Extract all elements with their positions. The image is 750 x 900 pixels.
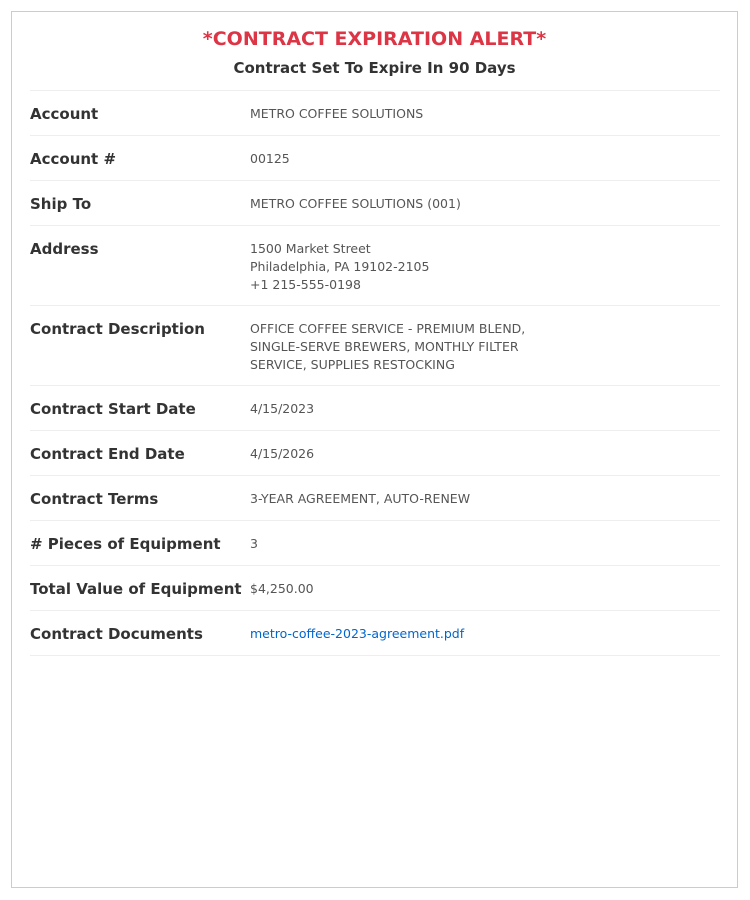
field-value	[250, 194, 461, 214]
field-row	[30, 91, 720, 136]
field-value	[250, 239, 429, 294]
field-label: Ship To	[30, 195, 92, 213]
field-value	[250, 624, 464, 644]
field-value	[250, 319, 525, 374]
field-row	[30, 566, 720, 611]
field-label: Account	[30, 105, 99, 123]
alert-title: *CONTRACT EXPIRATION ALERT*	[202, 28, 547, 50]
field-label: Contract Terms	[30, 490, 159, 508]
field-label: Address	[30, 240, 99, 258]
field-row	[30, 181, 720, 226]
field-row	[30, 386, 720, 431]
contract-document-link[interactable]: metro-coffee-2023-agreement.pdf	[250, 626, 465, 641]
field-row	[30, 521, 720, 566]
field-value	[250, 534, 258, 554]
field-label: # Pieces of Equipment	[30, 535, 221, 553]
field-value	[250, 104, 423, 124]
field-row	[30, 306, 720, 386]
field-value-line: 4/15/2023	[250, 401, 315, 416]
field-label: Account #	[30, 150, 117, 168]
field-value	[250, 444, 314, 464]
field-value-line: 00125	[250, 151, 290, 166]
field-label: Contract End Date	[30, 445, 185, 463]
field-label: Contract Description	[30, 320, 205, 338]
field-value-line: $4,250.00	[250, 581, 314, 596]
field-value-line: +1 215-555-0198	[250, 277, 361, 292]
field-value-line: 3	[250, 536, 258, 551]
field-row	[30, 611, 720, 656]
contract-details	[30, 90, 720, 656]
field-value	[250, 149, 290, 169]
field-value-line: 1500 Market Street	[250, 241, 371, 256]
field-value-line: 3-YEAR AGREEMENT, AUTO-RENEW	[250, 491, 471, 506]
field-value	[250, 579, 314, 599]
alert-card	[11, 11, 738, 888]
field-row	[30, 226, 720, 306]
field-value-line: METRO COFFEE SOLUTIONS	[250, 106, 424, 121]
field-label: Total Value of Equipment	[30, 580, 242, 598]
alert-subtitle: Contract Set To Expire In 90 Days	[233, 59, 516, 77]
field-row	[30, 476, 720, 521]
field-value-line: OFFICE COFFEE SERVICE - PREMIUM BLEND,	[250, 321, 526, 336]
field-value-line: 4/15/2026	[250, 446, 315, 461]
field-row	[30, 136, 720, 181]
field-value	[250, 489, 470, 509]
field-value-line: METRO COFFEE SOLUTIONS (001)	[250, 196, 461, 211]
field-value-line: Philadelphia, PA 19102-2105	[250, 259, 430, 274]
field-row	[30, 431, 720, 476]
field-value	[250, 399, 314, 419]
field-label: Contract Start Date	[30, 400, 196, 418]
field-label: Contract Documents	[30, 625, 203, 643]
field-value-line: SINGLE-SERVE BREWERS, MONTHLY FILTER	[250, 339, 519, 354]
field-value-line: SERVICE, SUPPLIES RESTOCKING	[250, 357, 455, 372]
